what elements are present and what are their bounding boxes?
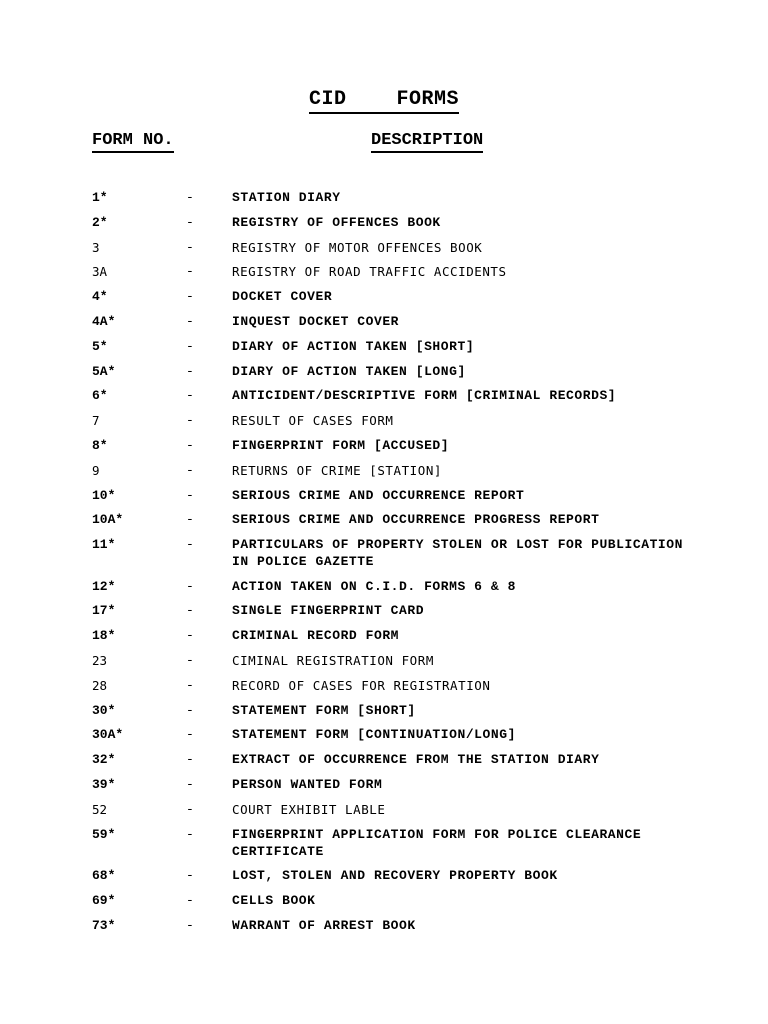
form-number: 17* bbox=[92, 603, 116, 619]
row-separator: - bbox=[186, 363, 194, 379]
form-row bbox=[0, 534, 768, 576]
form-description: RECORD OF CASES FOR REGISTRATION bbox=[232, 677, 491, 693]
form-description: STATEMENT FORM [SHORT] bbox=[232, 702, 416, 718]
form-description: ANTICIDENT/DESCRIPTIVE FORM [CRIMINAL RECORDS] bbox=[232, 388, 617, 404]
form-number: 68* bbox=[92, 868, 116, 884]
row-separator: - bbox=[186, 826, 194, 842]
form-number: 30A* bbox=[92, 727, 124, 743]
form-description: CIMINAL REGISTRATION FORM bbox=[232, 653, 434, 669]
row-separator: - bbox=[186, 702, 194, 718]
form-number: 7 bbox=[92, 413, 100, 429]
form-description: FINGERPRINT FORM [ACCUSED] bbox=[232, 437, 450, 453]
form-description: DIARY OF ACTION TAKEN [LONG] bbox=[232, 363, 466, 379]
form-number: 4* bbox=[92, 289, 108, 305]
form-description: EXTRACT OF OCCURRENCE FROM THE STATION DIARY bbox=[232, 752, 600, 768]
form-description: RETURNS OF CRIME [STATION] bbox=[232, 462, 442, 478]
column-header-form-no: FORM NO. bbox=[92, 131, 174, 150]
form-number: 59* bbox=[92, 826, 116, 842]
form-number: 30* bbox=[92, 702, 116, 718]
row-separator: - bbox=[186, 289, 194, 305]
form-description: FINGERPRINT APPLICATION FORM FOR POLICE CLEARANCE CERTIFICATE bbox=[232, 826, 642, 859]
row-separator: - bbox=[186, 388, 194, 404]
page-title bbox=[0, 88, 768, 111]
row-separator: - bbox=[186, 313, 194, 329]
form-row bbox=[0, 311, 768, 336]
row-separator: - bbox=[186, 437, 194, 453]
form-description: INQUEST DOCKET COVER bbox=[232, 313, 400, 329]
form-row bbox=[0, 576, 768, 601]
form-description: REGISTRY OF MOTOR OFFENCES BOOK bbox=[232, 239, 483, 255]
form-description: RESULT OF CASES FORM bbox=[232, 413, 394, 429]
form-description: DOCKET COVER bbox=[232, 289, 333, 305]
form-row bbox=[0, 286, 768, 311]
row-separator: - bbox=[186, 677, 194, 693]
form-description: COURT EXHIBIT LABLE bbox=[232, 801, 386, 817]
form-description: WARRANT OF ARREST BOOK bbox=[232, 917, 416, 933]
form-number: 9 bbox=[92, 462, 100, 478]
form-number: 6* bbox=[92, 388, 108, 404]
form-row bbox=[0, 212, 768, 237]
page-title-text: CID FORMS bbox=[309, 88, 459, 114]
form-row bbox=[0, 509, 768, 534]
form-number: 10* bbox=[92, 487, 116, 503]
row-separator: - bbox=[186, 214, 194, 230]
form-list bbox=[0, 187, 768, 940]
row-separator: - bbox=[186, 338, 194, 354]
row-separator: - bbox=[186, 264, 194, 280]
row-separator: - bbox=[186, 190, 194, 205]
form-number: 4A* bbox=[92, 313, 116, 329]
form-number: 52 bbox=[92, 801, 108, 817]
form-number: 12* bbox=[92, 578, 116, 594]
form-description: REGISTRY OF ROAD TRAFFIC ACCIDENTS bbox=[232, 264, 507, 280]
form-description: DIARY OF ACTION TAKEN [SHORT] bbox=[232, 338, 475, 354]
form-description: LOST, STOLEN AND RECOVERY PROPERTY BOOK bbox=[232, 868, 558, 884]
form-number: 5A* bbox=[92, 363, 116, 379]
form-row bbox=[0, 799, 768, 824]
row-separator: - bbox=[186, 653, 194, 669]
row-separator: - bbox=[186, 487, 194, 503]
form-row bbox=[0, 675, 768, 700]
form-row bbox=[0, 187, 768, 212]
row-separator: - bbox=[186, 777, 194, 793]
form-number: 28 bbox=[92, 677, 108, 693]
form-description: SERIOUS CRIME AND OCCURRENCE PROGRESS REPORT bbox=[232, 512, 600, 528]
form-row bbox=[0, 237, 768, 262]
row-separator: - bbox=[186, 239, 194, 255]
row-separator: - bbox=[186, 727, 194, 743]
row-separator: - bbox=[186, 413, 194, 429]
form-number: 5* bbox=[92, 338, 108, 354]
form-row bbox=[0, 485, 768, 510]
row-separator: - bbox=[186, 892, 194, 908]
form-row bbox=[0, 915, 768, 940]
form-number: 32* bbox=[92, 752, 116, 768]
form-number: 10A* bbox=[92, 512, 124, 528]
form-row bbox=[0, 865, 768, 890]
row-separator: - bbox=[186, 752, 194, 768]
form-number: 39* bbox=[92, 777, 116, 793]
form-number: 3 bbox=[92, 239, 100, 255]
row-separator: - bbox=[186, 868, 194, 884]
form-row bbox=[0, 410, 768, 435]
row-separator: - bbox=[186, 537, 194, 553]
form-number: 11* bbox=[92, 537, 116, 553]
form-description: CRIMINAL RECORD FORM bbox=[232, 628, 400, 644]
row-separator: - bbox=[186, 462, 194, 478]
form-description: ACTION TAKEN ON C.I.D. FORMS 6 & 8 bbox=[232, 578, 516, 594]
form-description: STATION DIARY bbox=[232, 190, 341, 205]
column-header-description: DESCRIPTION bbox=[371, 131, 483, 150]
form-row bbox=[0, 650, 768, 675]
form-number: 3A bbox=[92, 264, 108, 280]
form-description: SINGLE FINGERPRINT CARD bbox=[232, 603, 425, 619]
form-number: 18* bbox=[92, 628, 116, 644]
row-separator: - bbox=[186, 578, 194, 594]
row-separator: - bbox=[186, 628, 194, 644]
form-number: 1* bbox=[92, 190, 108, 205]
row-separator: - bbox=[186, 512, 194, 528]
form-row bbox=[0, 361, 768, 386]
row-separator: - bbox=[186, 801, 194, 817]
form-row bbox=[0, 700, 768, 725]
form-number: 23 bbox=[92, 653, 108, 669]
form-row bbox=[0, 724, 768, 749]
form-description: PERSON WANTED FORM bbox=[232, 777, 383, 793]
form-row bbox=[0, 749, 768, 774]
form-description: CELLS BOOK bbox=[232, 892, 316, 908]
form-row bbox=[0, 261, 768, 286]
form-number: 8* bbox=[92, 437, 108, 453]
row-separator: - bbox=[186, 917, 194, 933]
form-row bbox=[0, 890, 768, 915]
form-description: REGISTRY OF OFFENCES BOOK bbox=[232, 214, 441, 230]
form-row bbox=[0, 435, 768, 460]
form-description: SERIOUS CRIME AND OCCURRENCE REPORT bbox=[232, 487, 525, 503]
form-row bbox=[0, 824, 768, 866]
form-row bbox=[0, 625, 768, 650]
form-row bbox=[0, 385, 768, 410]
row-separator: - bbox=[186, 603, 194, 619]
form-number: 2* bbox=[92, 214, 108, 230]
form-description: PARTICULARS OF PROPERTY STOLEN OR LOST FOR PUBLICATION IN POLICE GAZETTE bbox=[232, 537, 683, 570]
form-number: 73* bbox=[92, 917, 116, 933]
form-number: 69* bbox=[92, 892, 116, 908]
form-description: STATEMENT FORM [CONTINUATION/LONG] bbox=[232, 727, 516, 743]
form-row bbox=[0, 336, 768, 361]
form-row bbox=[0, 460, 768, 485]
form-row bbox=[0, 774, 768, 799]
form-row bbox=[0, 600, 768, 625]
